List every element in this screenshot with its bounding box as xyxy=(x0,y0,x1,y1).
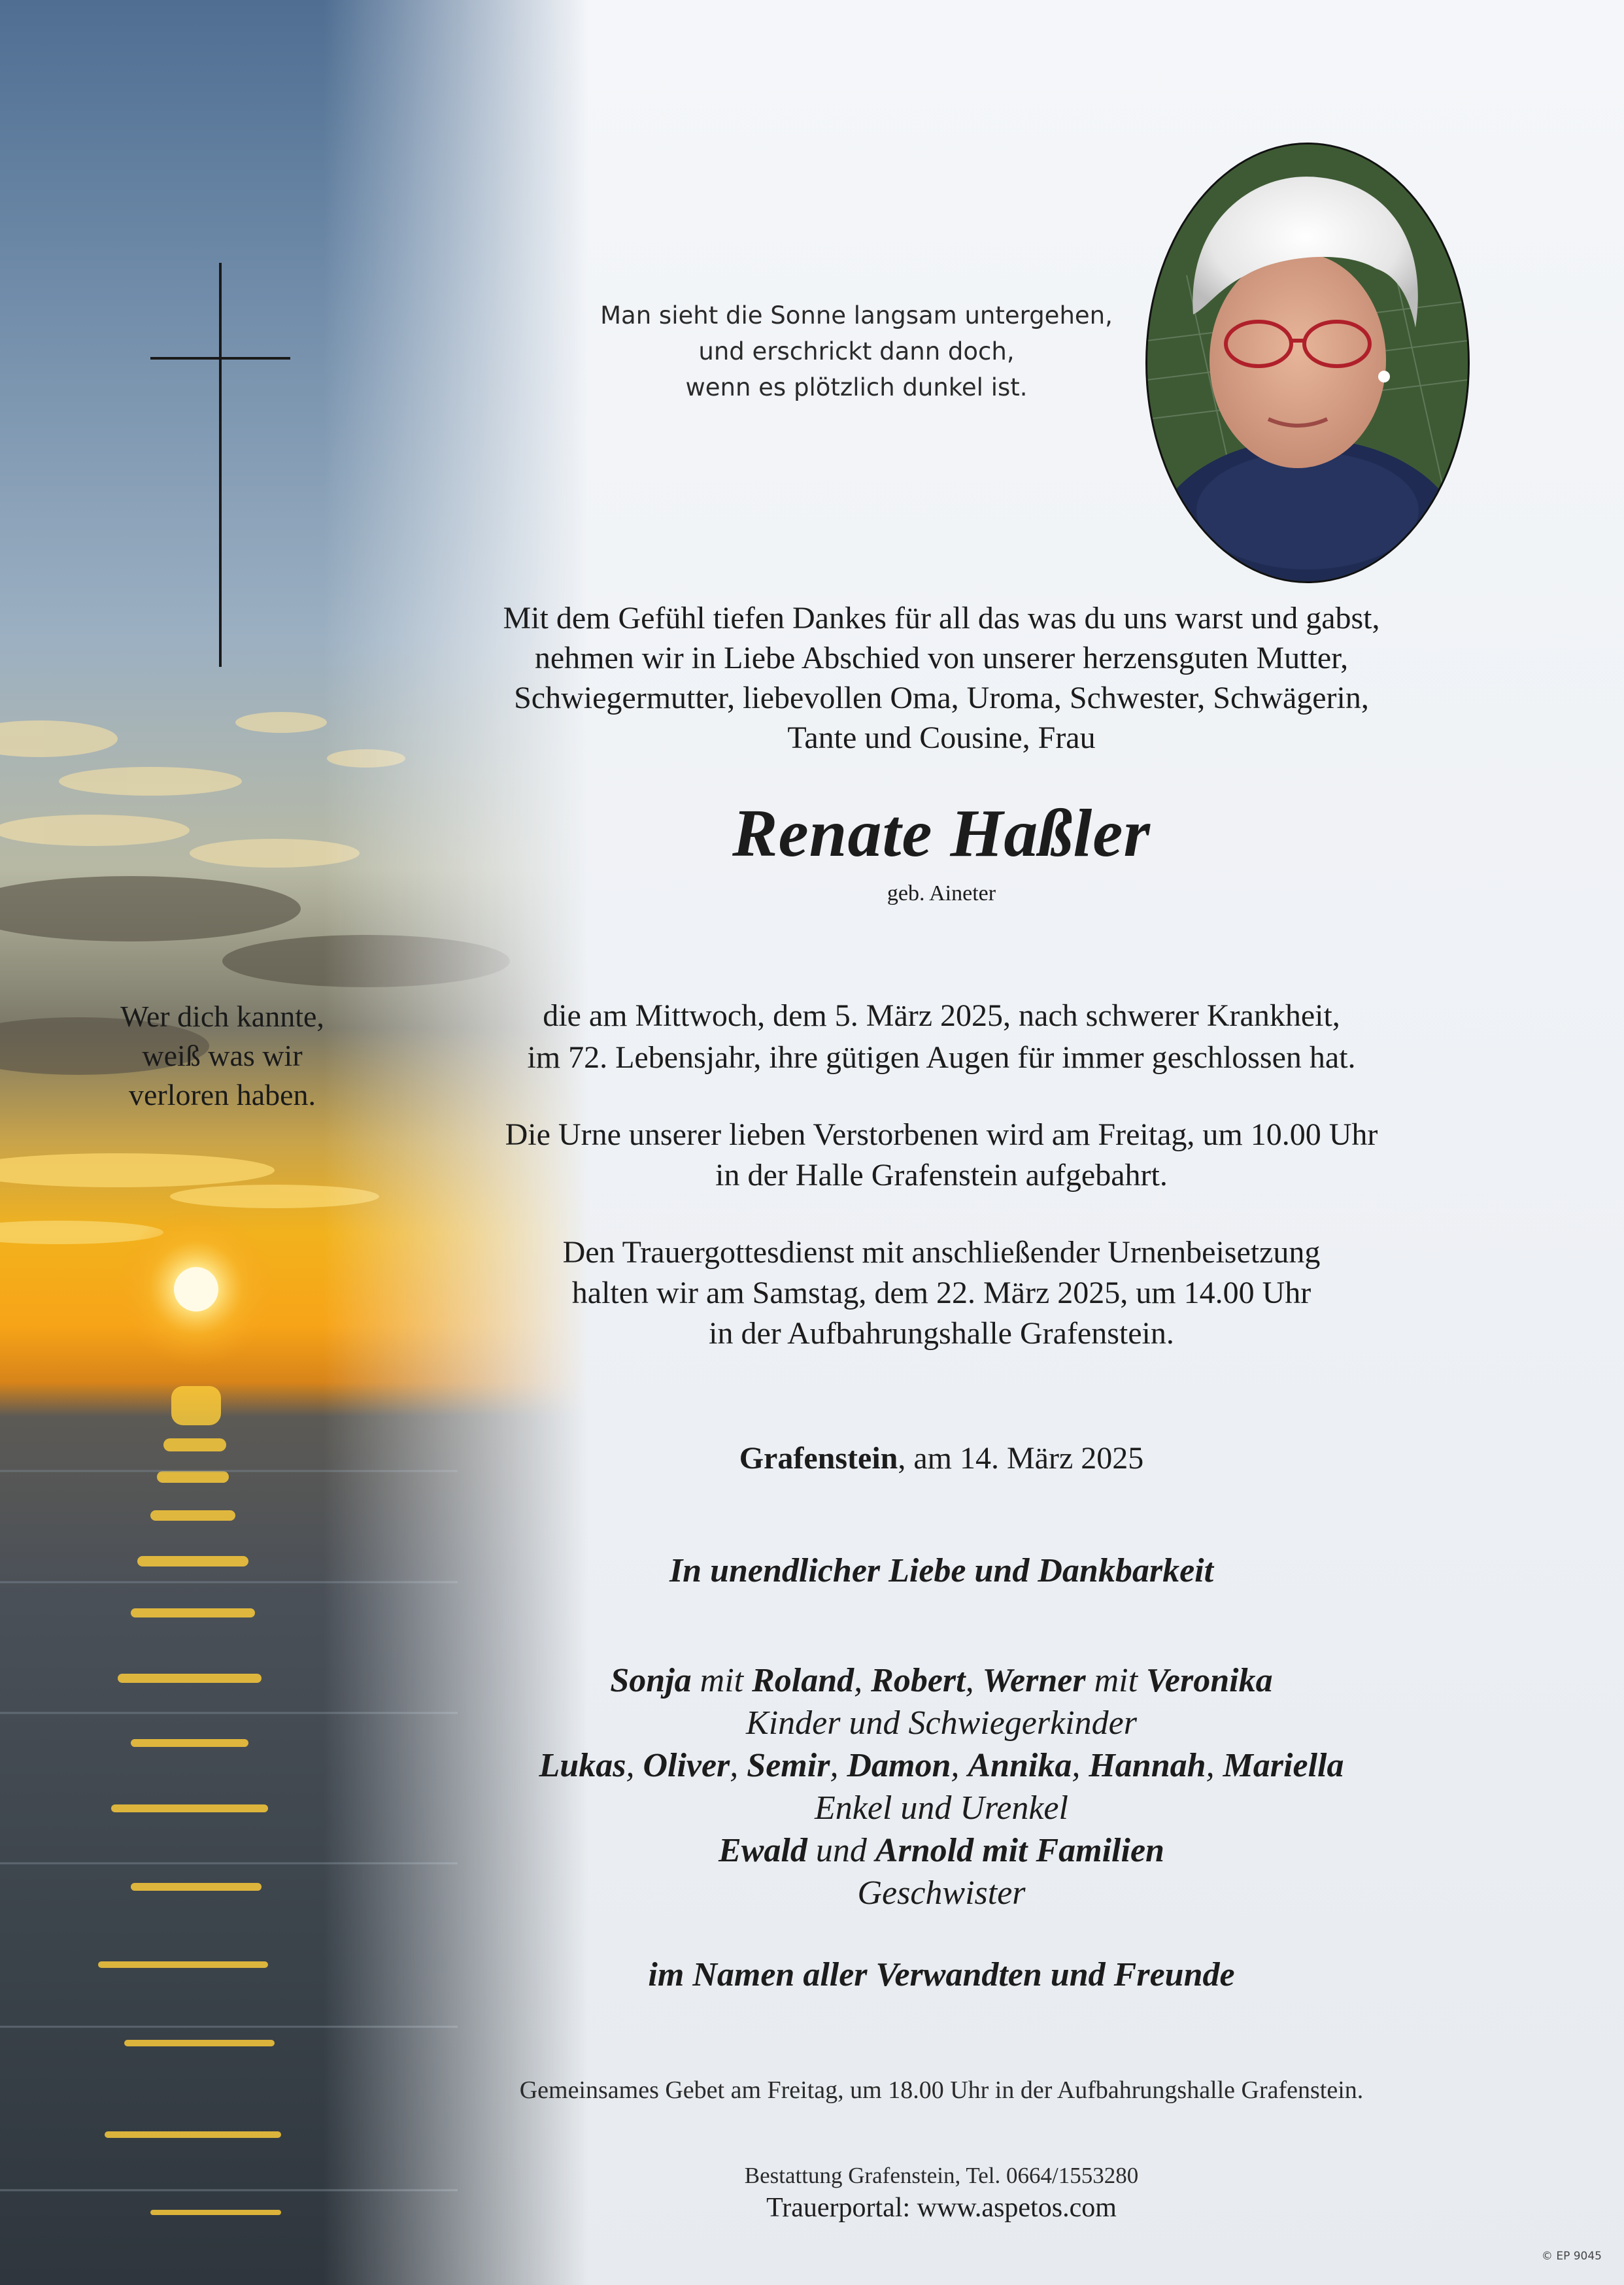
family-connector: , xyxy=(1072,1747,1089,1784)
birth-name: geb. Aineter xyxy=(887,881,996,906)
closing-line: im Namen aller Verwandten und Freunde xyxy=(648,1956,1235,1993)
family-name: Sonja xyxy=(610,1662,692,1699)
siblings-role: Geschwister xyxy=(857,1874,1026,1912)
funeral-home-contact: Bestattung Grafenstein, Tel. 0664/1553280 xyxy=(744,2163,1139,2188)
family-connector: mit xyxy=(1085,1662,1147,1699)
grandchildren-names xyxy=(418,1744,1464,1787)
side-quote-line: weiß was wir xyxy=(142,1039,303,1072)
family-name: Annika xyxy=(968,1747,1072,1784)
children-role: Kinder und Schwiegerkinder xyxy=(746,1704,1137,1742)
family-connector: , xyxy=(1206,1747,1223,1784)
urn-notice-line: in der Halle Grafenstein aufgebahrt. xyxy=(715,1158,1168,1193)
family-connector: und xyxy=(807,1832,875,1869)
family-connector: , xyxy=(965,1662,983,1699)
family-connector: , xyxy=(626,1747,643,1784)
family-name: Arnold xyxy=(875,1832,974,1869)
family-name: Roland xyxy=(752,1662,854,1699)
portrait-illustration xyxy=(1147,144,1468,581)
family-name: Oliver xyxy=(643,1747,730,1784)
motto-line: wenn es plötzlich dunkel ist. xyxy=(685,373,1028,401)
intro-line: nehmen wir in Liebe Abschied von unserer herzensguten Mutter, xyxy=(534,641,1349,675)
death-notice-line: die am Mittwoch, dem 5. März 2025, nach schwerer Krankheit, xyxy=(543,998,1340,1033)
place-date xyxy=(418,1438,1464,1479)
dedication-line: In unendlicher Liebe und Dankbarkeit xyxy=(669,1552,1214,1589)
service-notice xyxy=(418,1232,1464,1354)
family-connector: , xyxy=(730,1747,747,1784)
side-quote-line: Wer dich kannte, xyxy=(120,1000,324,1033)
service-notice-line: halten wir am Samstag, dem 22. März 2025, um 14.00 Uhr xyxy=(571,1276,1311,1310)
memorial-portal-link[interactable]: Trauerportal: www.aspetos.com xyxy=(766,2193,1117,2223)
prayer-note: Gemeinsames Gebet am Freitag, um 18.00 Uhr in der Aufbahrungshalle Grafenstein. xyxy=(519,2076,1364,2104)
portrait-photo xyxy=(1145,143,1470,583)
intro-line: Schwiegermutter, liebevollen Oma, Uroma, Schwester, Schwägerin, xyxy=(514,681,1369,715)
service-notice-line: Den Trauergottesdienst mit anschließender Urnenbeisetzung xyxy=(562,1235,1321,1270)
family-list xyxy=(418,1659,1464,1914)
family-name: Semir xyxy=(747,1747,830,1784)
siblings-names xyxy=(418,1829,1464,1872)
children-names xyxy=(418,1659,1464,1702)
family-connector: , xyxy=(830,1747,847,1784)
intro-paragraph xyxy=(418,598,1464,758)
family-name: Damon xyxy=(847,1747,951,1784)
family-name: Mariella xyxy=(1223,1747,1344,1784)
family-connector: mit xyxy=(691,1662,753,1699)
side-quote xyxy=(59,997,386,1115)
notice-date: , am 14. März 2025 xyxy=(898,1441,1144,1476)
place-name: Grafenstein xyxy=(739,1441,898,1476)
family-connector: , xyxy=(854,1662,871,1699)
service-notice-line: in der Aufbahrungshalle Grafenstein. xyxy=(709,1316,1174,1351)
family-name: Werner xyxy=(982,1662,1086,1699)
family-connector: , xyxy=(951,1747,968,1784)
family-name: Robert xyxy=(871,1662,966,1699)
deceased-name: Renate Haßler xyxy=(732,796,1151,871)
template-code: © EP 9045 xyxy=(1541,2250,1602,2263)
death-notice-line: im 72. Lebensjahr, ihre gütigen Augen für immer geschlossen hat. xyxy=(527,1040,1356,1075)
death-notice xyxy=(418,995,1464,1079)
intro-line: Tante und Cousine, Frau xyxy=(787,720,1096,755)
family-name: Veronika xyxy=(1146,1662,1273,1699)
side-quote-line: verloren haben. xyxy=(128,1078,316,1111)
family-name: mit Familien xyxy=(973,1832,1164,1869)
family-name: Ewald xyxy=(719,1832,807,1869)
intro-line: Mit dem Gefühl tiefen Dankes für all das was du uns warst und gabst, xyxy=(503,601,1380,635)
family-name: Hannah xyxy=(1089,1747,1206,1784)
urn-notice xyxy=(418,1115,1464,1196)
family-name: Lukas xyxy=(539,1747,626,1784)
motto-quote xyxy=(497,297,1216,405)
motto-line: Man sieht die Sonne langsam untergehen, xyxy=(600,301,1113,330)
urn-notice-line: Die Urne unserer lieben Verstorbenen wird am Freitag, um 10.00 Uhr xyxy=(505,1117,1378,1152)
motto-line: und erschrickt dann doch, xyxy=(698,337,1015,365)
grandchildren-role: Enkel und Urenkel xyxy=(815,1789,1068,1827)
